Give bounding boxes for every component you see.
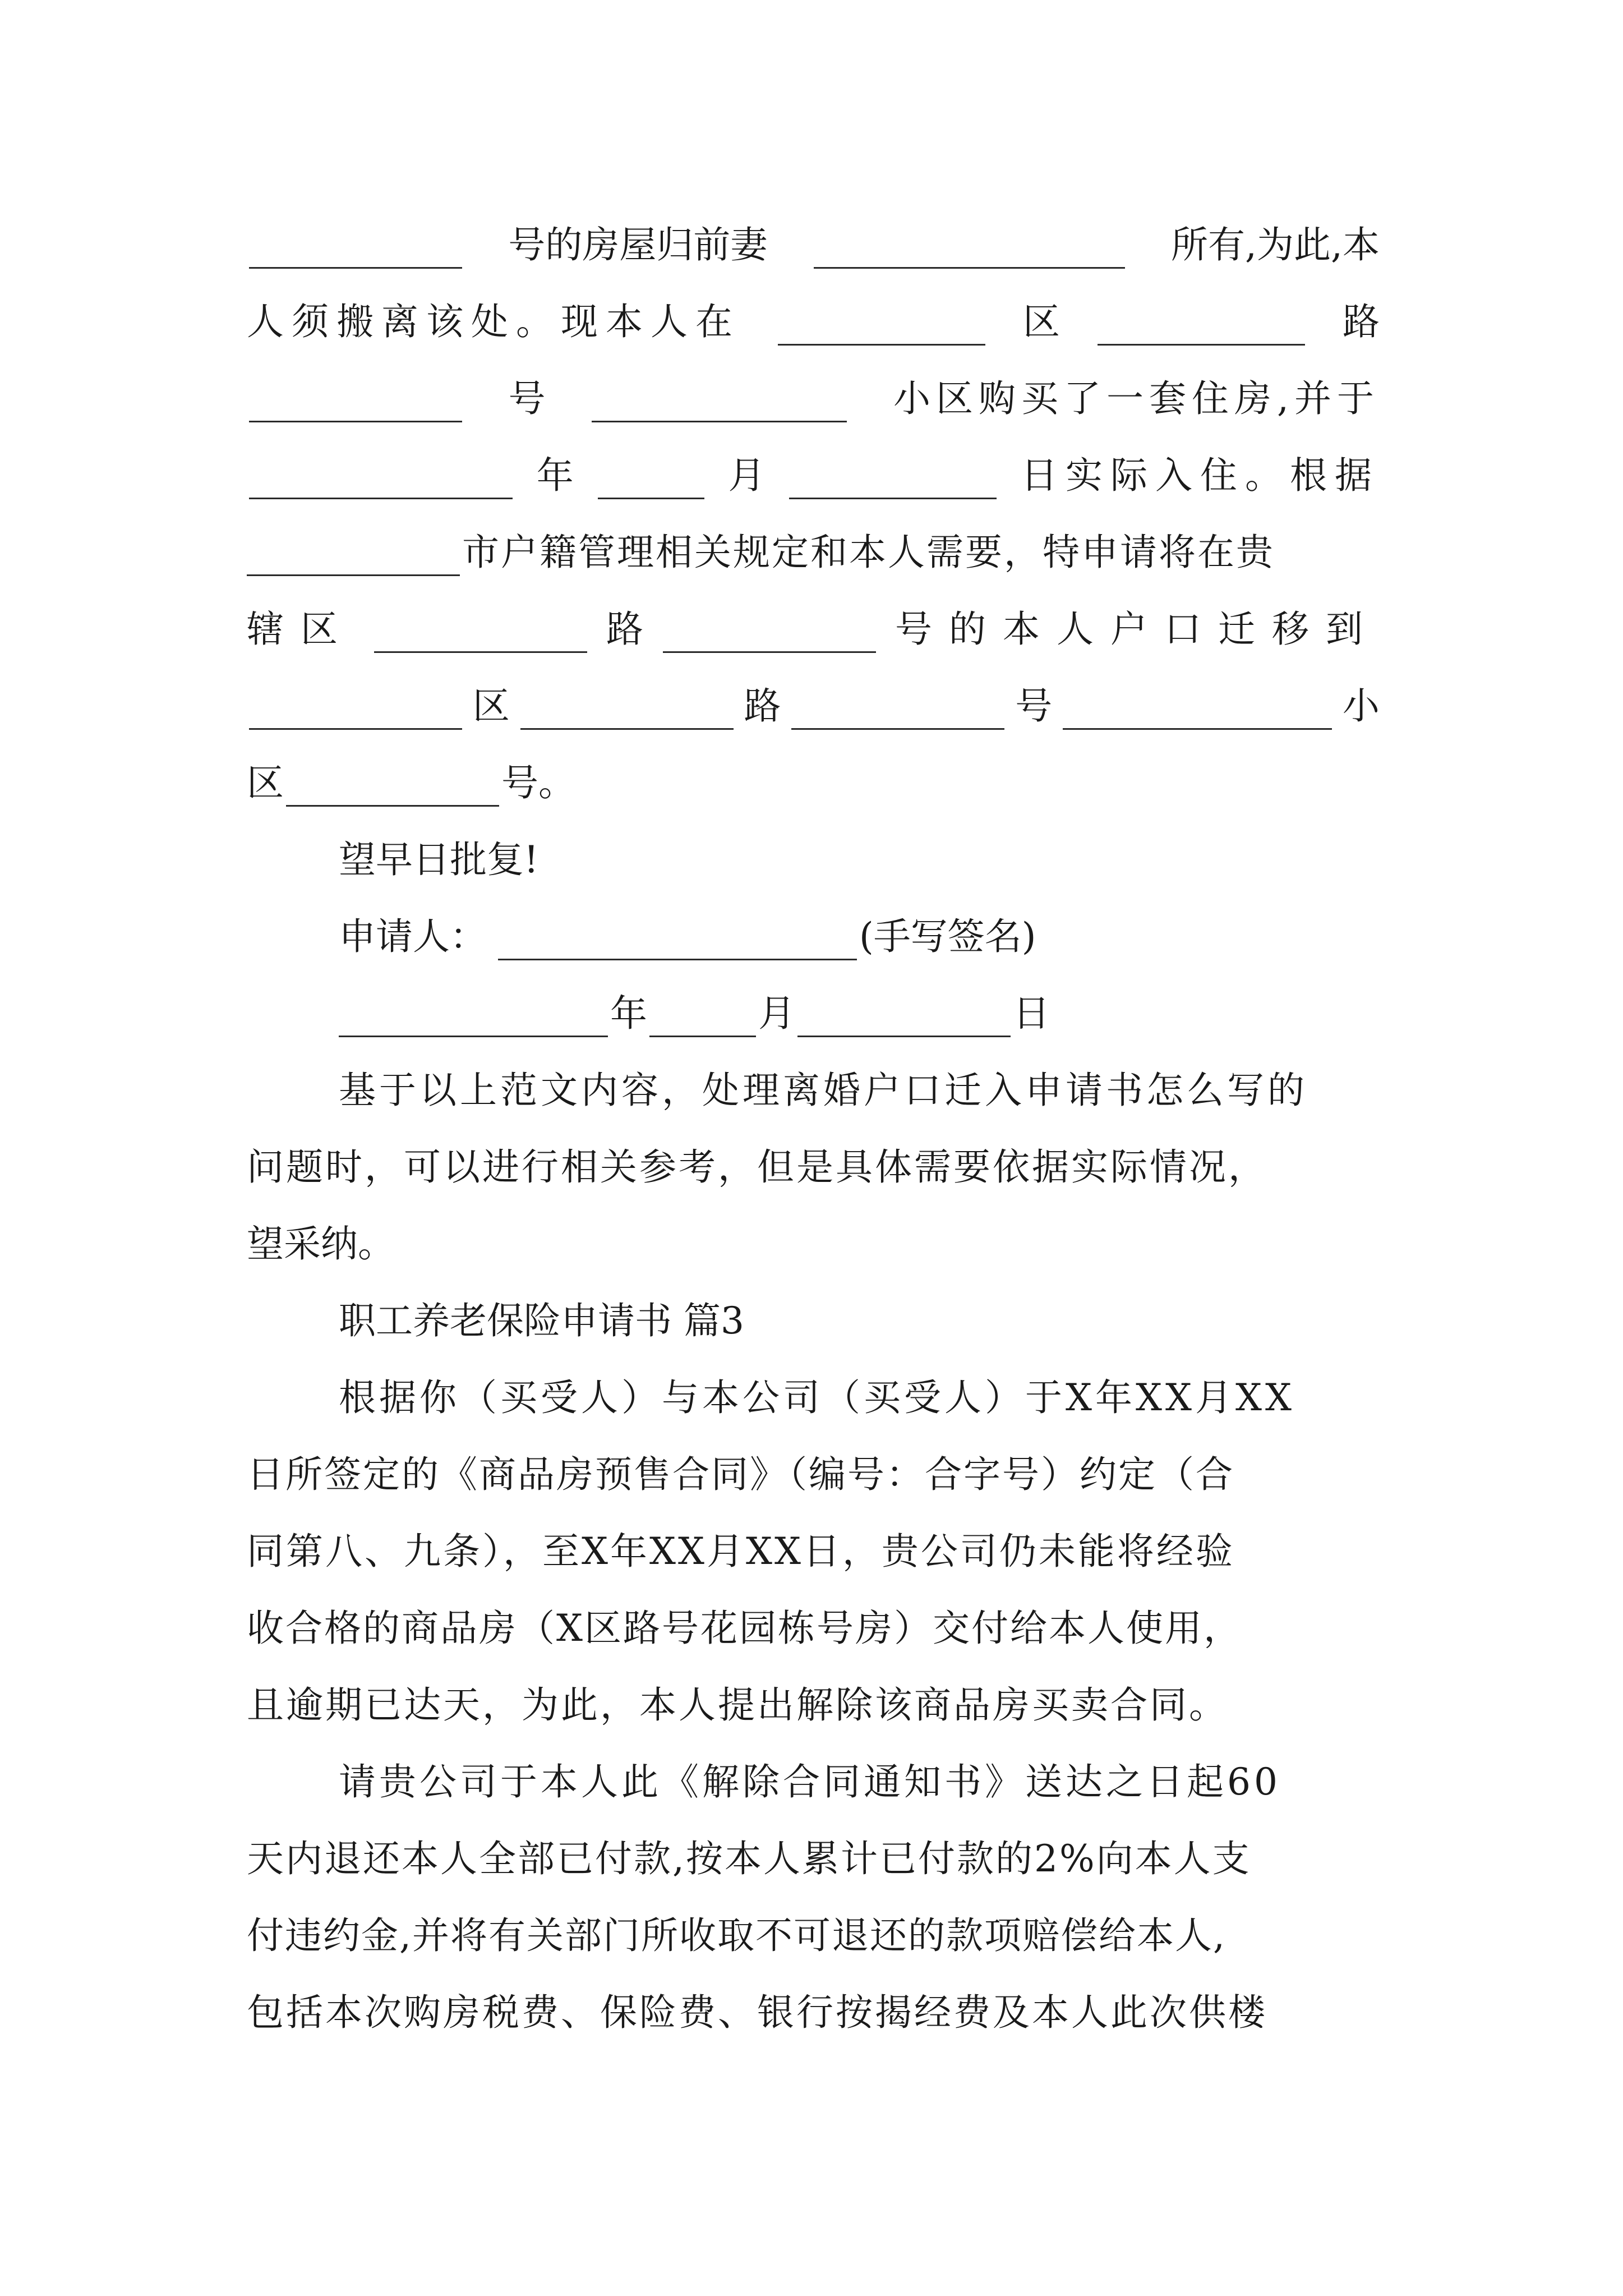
text-segment: 路 xyxy=(744,684,781,728)
text-segment: 号。 xyxy=(501,761,575,804)
text-segment: 所有,为此,本 xyxy=(1171,223,1380,266)
text-segment: 小 xyxy=(1342,684,1380,728)
fill-blank xyxy=(791,691,1004,730)
fill-blank xyxy=(249,230,462,269)
text-segment: 问题时，可以进行相关参考，但是具体需要依据实际情况， xyxy=(247,1145,1267,1189)
text-segment: 区 xyxy=(1023,300,1060,343)
text-segment: 人须搬离该处。现本人在 xyxy=(247,300,740,343)
fill-blank xyxy=(778,307,985,346)
notice-p2-line-3 xyxy=(247,1897,1380,1974)
closing-request xyxy=(339,821,1380,898)
fill-blank xyxy=(797,999,1011,1037)
notice-p2-line-4 xyxy=(247,1974,1380,2051)
fill-blank xyxy=(592,384,847,422)
text-segment: 小区购买了一套住房,并于 xyxy=(893,376,1380,420)
fill-blank xyxy=(649,999,756,1037)
fill-blank xyxy=(663,614,876,653)
text-segment: 年 xyxy=(610,991,647,1035)
text-segment: 日所签定的《商品房预售合同》（编号：合字号）约定（合 xyxy=(247,1452,1234,1496)
fill-blank xyxy=(374,614,587,653)
notice-p1-line-4 xyxy=(247,1590,1380,1667)
fill-blank xyxy=(339,999,608,1037)
application-line-3 xyxy=(247,360,1380,437)
fill-blank xyxy=(247,537,460,576)
applicant-signature-line xyxy=(339,898,1380,975)
text-segment: 且逾期已达天，为此，本人提出解除该商品房买卖合同。 xyxy=(247,1683,1228,1727)
text-segment: 日 xyxy=(1013,991,1050,1035)
note-line-2 xyxy=(247,1129,1380,1205)
text-segment: 区 xyxy=(247,761,284,804)
notice-p1-line-1 xyxy=(339,1359,1380,1436)
text-segment: 同第八、九条），至X年XX月XX日，贵公司仍未能将经验 xyxy=(247,1529,1235,1573)
text-segment: 号的房屋归前妻 xyxy=(508,223,768,266)
notice-p1-line-5 xyxy=(247,1667,1380,1743)
fill-blank xyxy=(249,461,513,499)
text-segment: 年 xyxy=(536,453,574,497)
fill-blank xyxy=(1098,307,1305,346)
application-line-7 xyxy=(247,668,1380,744)
application-line-4 xyxy=(247,437,1380,514)
fill-blank xyxy=(789,461,997,499)
text-segment: 月 xyxy=(728,453,766,497)
applicant-label: 申请人： xyxy=(339,914,487,958)
text-segment: 日实际入住。根据 xyxy=(1020,453,1380,497)
application-line-1 xyxy=(247,206,1380,283)
date-line xyxy=(339,975,1380,1052)
text-segment: 月 xyxy=(758,991,795,1035)
text-segment: 天内退还本人全部已付款,按本人累计已付款的2%向本人支 xyxy=(247,1837,1251,1880)
text-segment: 包括本次购房税费、保险费、银行按揭经费及本人此次供楼 xyxy=(247,1990,1267,2034)
fill-blank xyxy=(814,230,1125,269)
notice-p1-line-2 xyxy=(247,1436,1380,1513)
text-segment: 付违约金,并将有关部门所收取不可退还的款项赔偿给本人, xyxy=(247,1913,1226,1957)
signature-note: (手写签名) xyxy=(859,914,1036,958)
text-segment: 路 xyxy=(1343,300,1380,343)
application-line-5 xyxy=(247,514,1380,591)
text-segment: 路 xyxy=(606,607,643,651)
text-segment: 号的本人户口迁移到 xyxy=(895,607,1380,651)
fill-blank xyxy=(249,384,462,422)
text-segment: 基于以上范文内容，处理离婚户口迁入申请书怎么写的 xyxy=(339,1068,1308,1112)
text-segment: 号 xyxy=(508,376,546,420)
section-title xyxy=(339,1282,1380,1359)
note-line-3 xyxy=(247,1205,1380,1282)
notice-p1-line-3 xyxy=(247,1513,1380,1590)
fill-blank xyxy=(286,768,499,807)
fill-blank xyxy=(520,691,734,730)
fill-blank xyxy=(249,691,462,730)
application-line-2 xyxy=(247,283,1380,360)
text-segment: 望采纳。 xyxy=(247,1222,395,1266)
notice-p2-line-2 xyxy=(247,1820,1380,1897)
text-segment: 收合格的商品房（X区路号花园栋号房）交付给本人使用， xyxy=(247,1606,1242,1650)
application-line-6 xyxy=(247,591,1380,668)
notice-p2-line-1 xyxy=(339,1743,1380,1820)
text-segment: 根据你（买受人）与本公司（买受人）于X年XX月XX xyxy=(339,1375,1295,1419)
fill-blank xyxy=(598,461,704,499)
text-segment: 职工养老保险申请书 篇3 xyxy=(339,1299,744,1342)
fill-blank xyxy=(1063,691,1332,730)
application-line-8 xyxy=(247,744,1380,821)
text-segment: 市户籍管理相关规定和本人需要，特申请将在贵 xyxy=(462,530,1275,574)
text-segment: 辖区 xyxy=(247,607,354,651)
signature-blank xyxy=(498,922,857,960)
text-segment: 望早日批复! xyxy=(339,838,539,881)
note-line-1 xyxy=(339,1052,1380,1129)
text-segment: 号 xyxy=(1015,684,1053,728)
text-segment: 区 xyxy=(472,684,510,728)
text-segment: 请贵公司于本人此《解除合同通知书》送达之日起60 xyxy=(339,1760,1281,1803)
